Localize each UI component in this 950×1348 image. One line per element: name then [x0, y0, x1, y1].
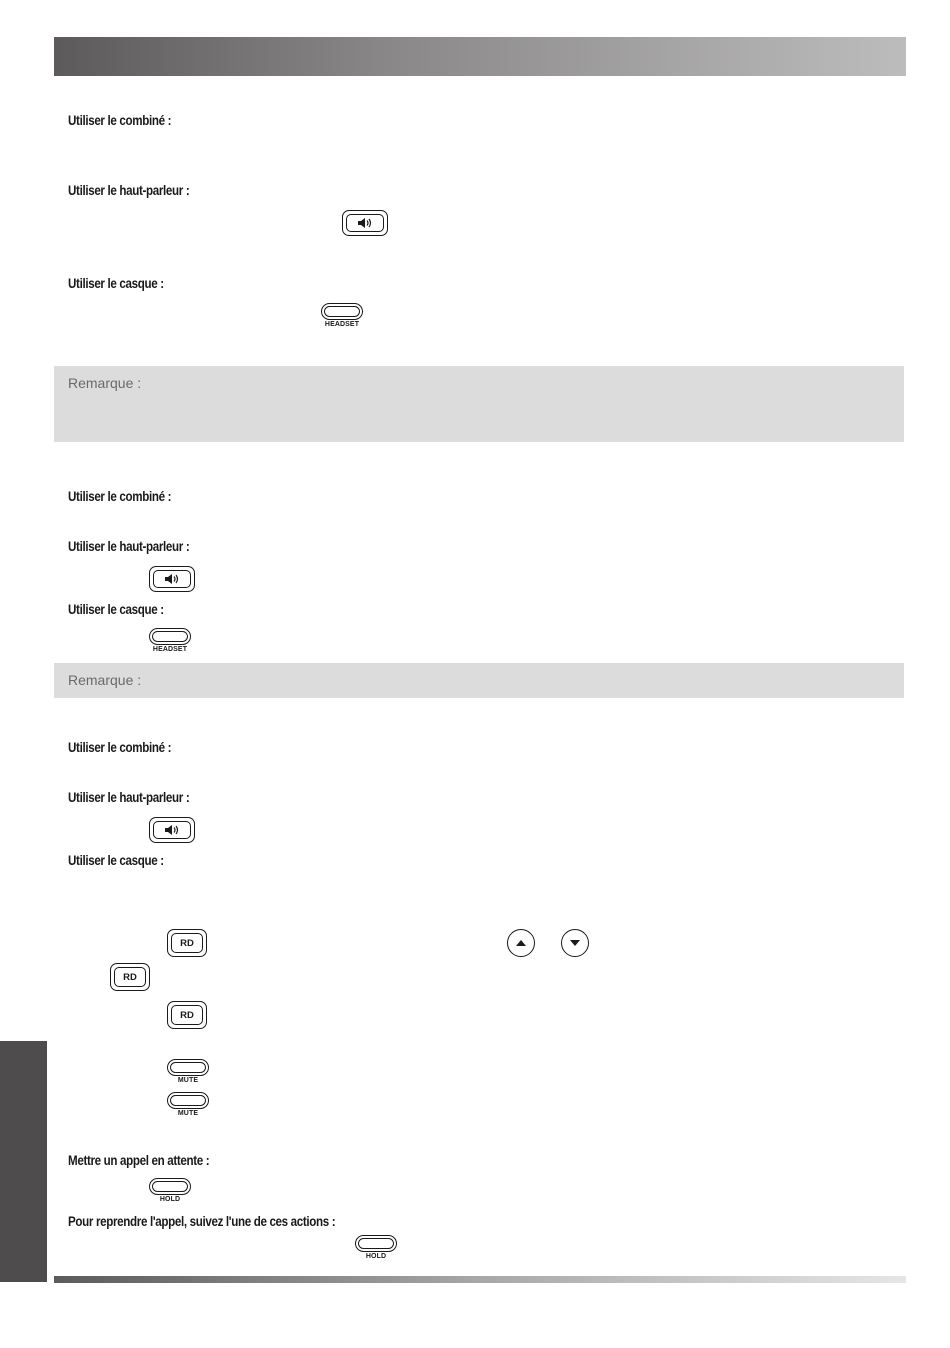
heading-headset-2: Utiliser le casque :	[68, 602, 164, 617]
heading-speaker-1: Utiliser le haut-parleur :	[68, 183, 190, 198]
headset-key-2	[149, 628, 191, 654]
speaker-icon	[164, 824, 180, 836]
hold-key-2	[355, 1235, 397, 1261]
speaker-icon	[357, 217, 373, 229]
note-label-2: Remarque :	[68, 672, 142, 688]
heading-resume: Pour reprendre l'appel, suivez l'une de ces actions :	[68, 1214, 336, 1229]
hold-key-label: HOLD	[159, 1196, 181, 1203]
rd-key-label: RD	[171, 1005, 203, 1025]
note-box-1	[54, 366, 904, 442]
speaker-icon	[164, 573, 180, 585]
arrow-down-icon	[570, 940, 580, 946]
rd-key-label: RD	[114, 967, 146, 987]
speaker-key-2	[149, 566, 195, 592]
heading-speaker-3: Utiliser le haut-parleur :	[68, 790, 190, 805]
rd-key-3	[167, 1001, 207, 1029]
hold-key-1	[149, 1178, 191, 1204]
heading-hold: Mettre un appel en attente :	[68, 1153, 210, 1168]
note-box-2	[54, 663, 904, 698]
heading-headset-1: Utiliser le casque :	[68, 276, 164, 291]
mute-key-label: MUTE	[177, 1110, 199, 1117]
headset-key-label: HEADSET	[152, 646, 188, 653]
footer-bar	[54, 1276, 906, 1283]
heading-speaker-2: Utiliser le haut-parleur :	[68, 539, 190, 554]
speaker-key-3	[149, 817, 195, 843]
headset-key-1	[321, 303, 363, 329]
heading-handset-2: Utiliser le combiné :	[68, 489, 172, 504]
mute-key-label: MUTE	[177, 1077, 199, 1084]
heading-handset-1: Utiliser le combiné :	[68, 113, 172, 128]
mute-key-2	[167, 1092, 209, 1118]
note-label-1: Remarque :	[68, 375, 142, 391]
up-arrow-key	[507, 929, 535, 957]
rd-key-1	[167, 929, 207, 957]
rd-key-2	[110, 963, 150, 991]
headset-key-label: HEADSET	[324, 321, 360, 328]
mute-key-1	[167, 1059, 209, 1085]
heading-headset-3: Utiliser le casque :	[68, 853, 164, 868]
header-bar	[54, 37, 906, 76]
hold-key-label: HOLD	[365, 1253, 387, 1260]
arrow-up-icon	[516, 940, 526, 946]
heading-handset-3: Utiliser le combiné :	[68, 740, 172, 755]
down-arrow-key	[561, 929, 589, 957]
side-tab	[0, 1041, 47, 1282]
speaker-key-1	[342, 210, 388, 236]
rd-key-label: RD	[171, 933, 203, 953]
